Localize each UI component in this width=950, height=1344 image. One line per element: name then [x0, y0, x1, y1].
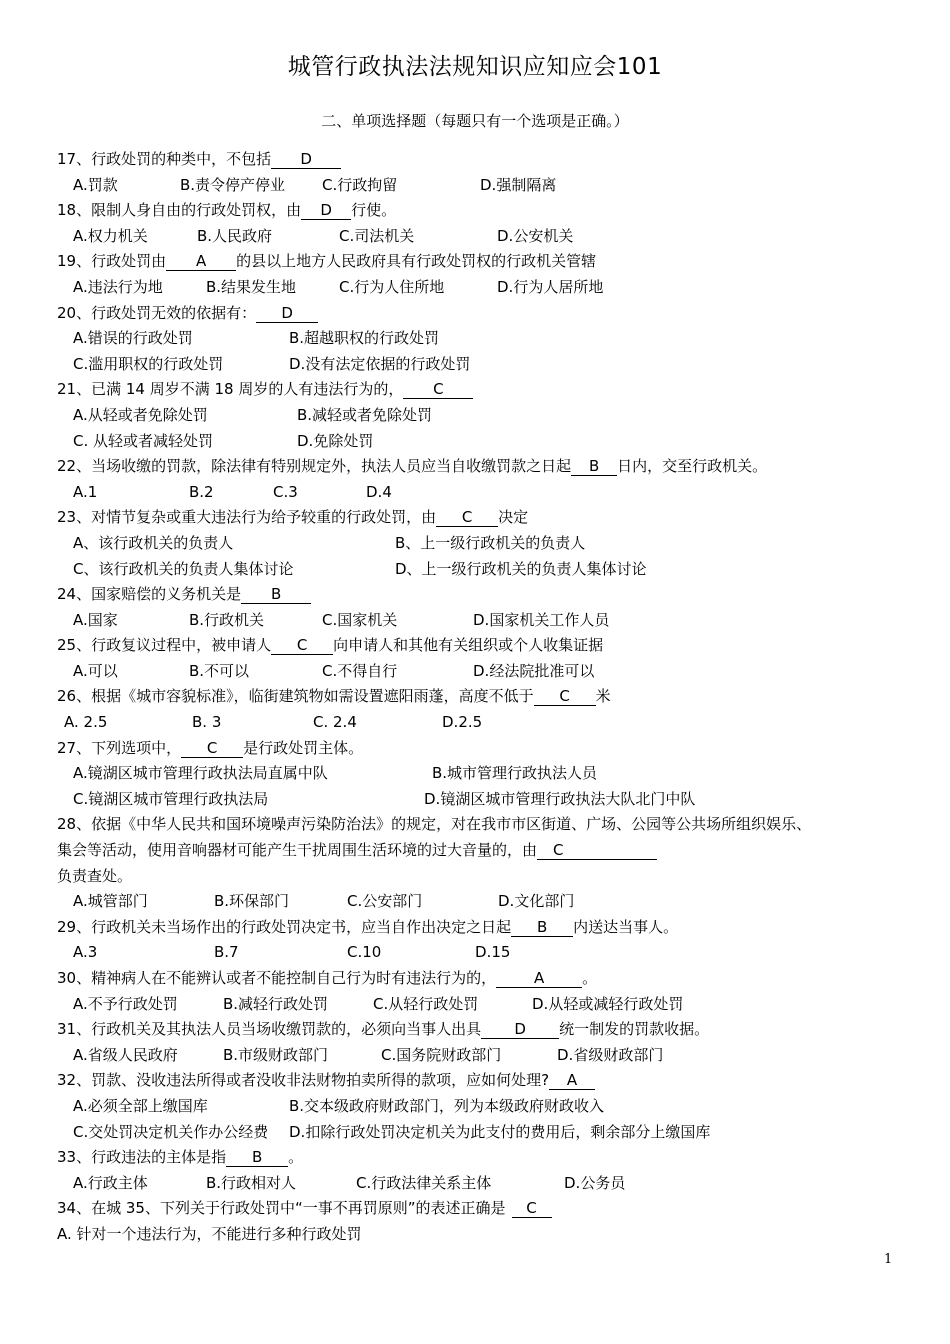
option-d: D.免除处罚 — [297, 431, 374, 450]
option-b: B.责令停产停业 — [180, 175, 286, 194]
question-text: 24、国家赔偿的义务机关是 — [57, 585, 242, 604]
option-a: A.不予行政处罚 — [73, 994, 178, 1013]
answer-blank: A — [496, 969, 582, 988]
option-b: B.城市管理行政执法人员 — [432, 764, 598, 783]
answer-blank: B — [511, 918, 573, 937]
question-text: 26、根据《城市容貌标准》，临街建筑物如需设置遮阳雨蓬，高度不低于 — [57, 687, 534, 706]
option-c: C.公安部门 — [347, 892, 423, 911]
options-22 — [57, 480, 917, 506]
question-text: 28、依据《中华人民共和国环境噪声污染防治法》的规定，对在我市市区街道、广场、公园等公共场所组织娱乐、 — [57, 815, 812, 834]
answer-blank: C — [534, 687, 596, 706]
question-text-after: 米 — [595, 687, 611, 706]
question-text: 20、行政处罚无效的依据有： — [57, 303, 257, 322]
options-20b — [57, 352, 917, 378]
options-17 — [57, 173, 917, 199]
option-d: D、上一级行政机关的负责人集体讨论 — [395, 559, 647, 578]
answer-blank: C — [403, 380, 473, 399]
option-d: D.没有法定依据的行政处罚 — [289, 354, 471, 373]
options-23b — [57, 557, 917, 583]
option-d: D.行为人居所地 — [497, 277, 604, 296]
option-c: C.滥用职权的行政处罚 — [73, 354, 224, 373]
page-title: 城管行政执法法规知识应知应会101 — [287, 54, 663, 80]
options-31 — [57, 1043, 917, 1069]
option-b: B.2 — [189, 482, 214, 501]
option-d: D.文化部门 — [498, 892, 575, 911]
question-text: 22、当场收缴的罚款，除法律有特别规定外，执法人员应当自收缴罚款之日起 — [57, 457, 572, 476]
option-c: C.10 — [347, 943, 382, 962]
question-24 — [57, 582, 917, 608]
question-text-after: 内送达当事人。 — [573, 917, 679, 936]
options-32b — [57, 1120, 917, 1146]
question-text-after: 决定 — [498, 508, 529, 527]
question-29 — [57, 915, 917, 941]
options-25 — [57, 659, 917, 685]
question-text-after: 。 — [288, 1148, 304, 1167]
option-c: C. 2.4 — [313, 713, 357, 732]
question-text-after: 。 — [582, 969, 598, 987]
question-text: 21、已满 14 周岁不满 18 周岁的人有违法行为的， — [57, 380, 404, 399]
option-d: D.经法院批准可以 — [473, 661, 595, 680]
option-b: B.结果发生地 — [206, 277, 297, 296]
option-c: C.国家机关 — [322, 610, 398, 629]
option-a: A.省级人民政府 — [73, 1045, 178, 1064]
option-a: A.国家 — [73, 610, 118, 629]
option-d: D.强制隔离 — [480, 175, 557, 194]
question-text: 34、在城 35、下列关于行政处罚中“一事不再罚原则”的表述正确是 — [57, 1199, 506, 1218]
options-23a — [57, 531, 917, 557]
option-b: B.行政相对人 — [206, 1173, 297, 1192]
question-text: 集会等活动，使用音响器材可能产生干扰周围生活环境的过大音量的，由 — [57, 841, 538, 860]
question-34-35 — [57, 1196, 917, 1222]
option-b: B.行政机关 — [189, 610, 265, 629]
question-text: 25、行政复议过程中，被申请人 — [57, 636, 272, 655]
question-text: 负责查处。 — [57, 866, 133, 885]
answer-blank: C — [181, 739, 243, 758]
options-26 — [57, 710, 917, 736]
question-text: 18、限制人身自由的行政处罚权，由 — [57, 201, 302, 220]
option-a: A.罚款 — [73, 175, 118, 194]
option-c: C.镜湖区城市管理行政执法局 — [73, 789, 269, 808]
answer-blank: B — [226, 1148, 288, 1167]
question-text: 30、精神病人在不能辨认或者不能控制自己行为时有违法行为的， — [57, 969, 497, 987]
option-c: C.行为人住所地 — [339, 277, 445, 296]
option-d: D.省级财政部门 — [557, 1045, 664, 1064]
option-d: D.扣除行政处罚决定机关为此支付的费用后，剩余部分上缴国库 — [289, 1122, 711, 1141]
option-b: B.市级财政部门 — [223, 1045, 329, 1064]
option-d: D.2.5 — [442, 713, 483, 732]
option-d: D.4 — [366, 482, 392, 501]
answer-blank: B — [571, 457, 617, 476]
question-text: 23、对情节复杂或重大违法行为给予较重的行政处罚，由 — [57, 508, 437, 527]
question-text: 27、下列选项中， — [57, 738, 182, 757]
answer-blank: A — [549, 1071, 595, 1090]
option-b: B.不可以 — [189, 661, 250, 680]
question-31 — [57, 1017, 917, 1043]
option-c: C.从轻行政处罚 — [373, 994, 479, 1013]
options-33 — [57, 1171, 917, 1197]
options-19 — [57, 275, 917, 301]
option-c: C.不得自行 — [322, 661, 398, 680]
answer-blank: D — [301, 201, 351, 220]
option-a: A.可以 — [73, 661, 118, 680]
options-27a — [57, 761, 917, 787]
question-27 — [57, 736, 917, 762]
question-20 — [57, 301, 917, 327]
option-b: B.环保部门 — [214, 892, 290, 911]
question-21 — [57, 377, 917, 403]
option-c: C.行政拘留 — [322, 175, 398, 194]
question-text: 29、行政机关未当场作出的行政处罚决定书，应当自作出决定之日起 — [57, 917, 512, 936]
question-30 — [57, 966, 917, 992]
answer-blank: D — [256, 304, 318, 323]
question-26 — [57, 684, 917, 710]
question-text: 17、行政处罚的种类中，不包括 — [57, 150, 272, 168]
option-a: A.3 — [73, 943, 98, 962]
option-c: C、该行政机关的负责人集体讨论 — [73, 559, 294, 578]
option-c: C.3 — [273, 482, 298, 501]
answer-blank: C — [271, 636, 333, 655]
question-19 — [57, 249, 917, 275]
question-22 — [57, 454, 917, 480]
option-a: A.必须全部上缴国库 — [73, 1096, 208, 1115]
option-d: D.公务员 — [564, 1173, 626, 1192]
question-28-line1 — [57, 812, 917, 838]
question-text-after: 统一制发的罚款收据。 — [559, 1020, 710, 1039]
option-d: D.国家机关工作人员 — [473, 610, 610, 629]
options-30 — [57, 992, 917, 1018]
question-23 — [57, 505, 917, 531]
options-20a — [57, 326, 917, 352]
option-b: B.人民政府 — [197, 226, 273, 245]
answer-blank: D — [271, 150, 341, 169]
question-28-line2 — [57, 838, 917, 864]
option-b: B.交本级政府财政部门，列为本级政府财政收入 — [289, 1096, 605, 1115]
page-number: 1 — [884, 1252, 893, 1267]
option-c: C.国务院财政部门 — [381, 1045, 502, 1064]
answer-blank: A — [166, 252, 236, 271]
answer-blank: B — [241, 585, 311, 604]
option-d: D.15 — [475, 943, 511, 962]
option-b: B.7 — [214, 943, 239, 962]
options-27b — [57, 787, 917, 813]
question-text-after: 行使。 — [351, 201, 397, 220]
question-18 — [57, 198, 917, 224]
answer-blank: C — [512, 1199, 552, 1218]
question-25 — [57, 633, 917, 659]
options-28 — [57, 889, 917, 915]
option-a: A.错误的行政处罚 — [73, 329, 193, 348]
question-text: 33、行政违法的主体是指 — [57, 1148, 227, 1167]
option-a: A.1 — [73, 482, 98, 501]
option-c: C. 从轻或者减轻处罚 — [73, 431, 214, 450]
options-18 — [57, 224, 917, 250]
question-text: 19、行政处罚由 — [57, 252, 167, 271]
option-a: A.从轻或者免除处罚 — [73, 405, 208, 424]
question-text-after: 的县以上地方人民政府具有行政处罚权的行政机关管辖 — [236, 252, 597, 271]
question-text-after: 日内，交至行政机关。 — [617, 457, 768, 476]
options-24 — [57, 608, 917, 634]
question-text-after: 向申请人和其他有关组织或个人收集证据 — [333, 636, 604, 655]
option-b: B.减轻或者免除处罚 — [297, 405, 433, 424]
question-text: 32、罚款、没收违法所得或者没收非法财物拍卖所得的款项，应如何处理? — [57, 1071, 550, 1090]
answer-blank: C — [537, 841, 657, 860]
question-28-line3 — [57, 864, 917, 890]
question-33 — [57, 1145, 917, 1171]
option-d: D.镜湖区城市管理行政执法大队北门中队 — [424, 789, 696, 808]
option-d: D.从轻或减轻行政处罚 — [532, 994, 684, 1013]
section-heading: 二、单项选择题（每题只有一个选项是正确。） — [321, 112, 629, 130]
option-b: B、上一级行政机关的负责人 — [395, 533, 586, 552]
options-21b — [57, 429, 917, 455]
question-17 — [57, 147, 917, 173]
question-text-after: 是行政处罚主体。 — [243, 738, 364, 757]
question-32 — [57, 1068, 917, 1094]
option-a: A.镜湖区城市管理行政执法局直属中队 — [73, 764, 328, 783]
option-d: D.公安机关 — [497, 226, 574, 245]
option-b: B.减轻行政处罚 — [223, 994, 329, 1013]
option-c: C.交处罚决定机关作办公经费 — [73, 1122, 269, 1141]
option-b: B.超越职权的行政处罚 — [289, 329, 440, 348]
option-a: A. 2.5 — [64, 713, 108, 732]
question-text: 31、行政机关及其执法人员当场收缴罚款的，必须向当事人出具 — [57, 1020, 482, 1039]
options-32a — [57, 1094, 917, 1120]
options-35 — [57, 1222, 917, 1248]
option-c: C.行政法律关系主体 — [356, 1173, 492, 1192]
question-list — [57, 147, 917, 1248]
option-b: B. 3 — [192, 713, 222, 732]
option-a: A.行政主体 — [73, 1173, 148, 1192]
option-a: A.权力机关 — [73, 226, 148, 245]
options-21a — [57, 403, 917, 429]
options-29 — [57, 940, 917, 966]
option-a: A、该行政机关的负责人 — [73, 533, 234, 552]
answer-blank: C — [436, 508, 498, 527]
option-a: A. 针对一个违法行为，不能进行多种行政处罚 — [57, 1224, 362, 1243]
option-c: C.司法机关 — [339, 226, 415, 245]
answer-blank: D — [481, 1020, 559, 1039]
option-a: A.城管部门 — [73, 892, 148, 911]
option-a: A.违法行为地 — [73, 277, 163, 296]
